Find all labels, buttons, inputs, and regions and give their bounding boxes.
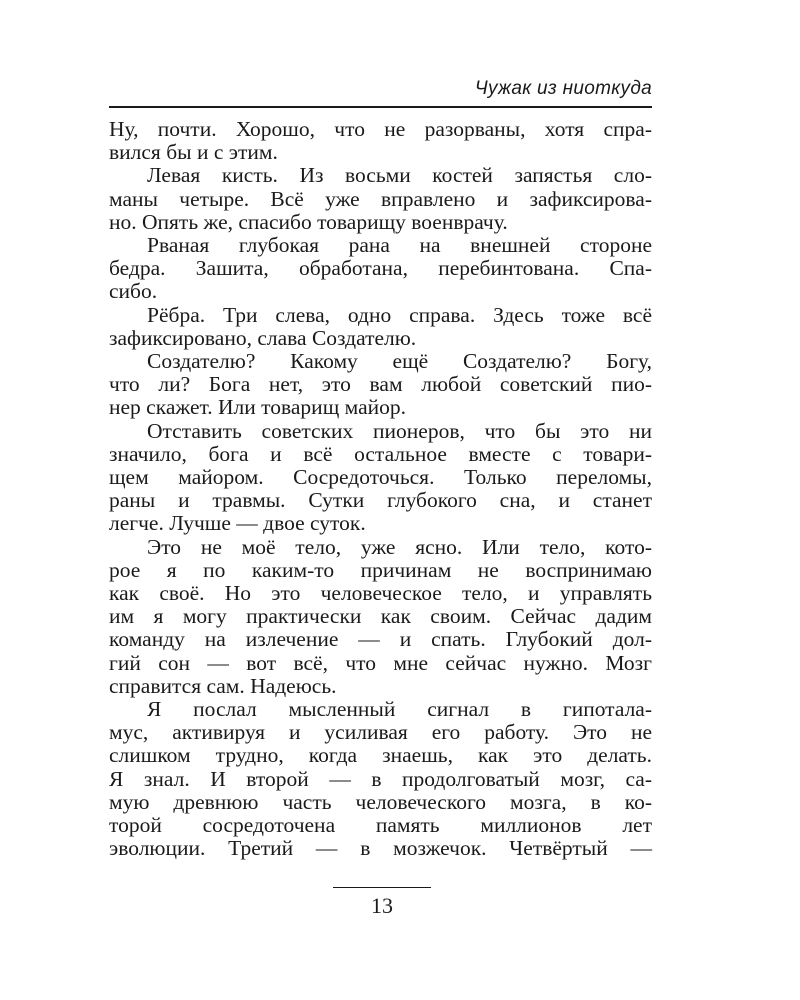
text-line: Я послал мысленный сигнал в гипотала- <box>147 697 652 722</box>
text-line: команду на излечение — и спать. Глубокий дол- <box>109 627 652 652</box>
text-line: щем майором. Сосредоточься. Только переломы, <box>109 465 652 490</box>
text-line: маны четыре. Всё уже вправлено и зафиксирова- <box>109 186 652 211</box>
text-line: Создателю? Какому ещё Создателю? Богу, <box>147 349 652 374</box>
text-line: Это не моё тело, уже ясно. Или тело, кото- <box>147 534 652 559</box>
text-line: эволюции. Третий — в мозжечок. Четвёртый — <box>109 836 652 861</box>
text-line: справится сам. Надеюсь. <box>109 673 337 698</box>
text-line: Я знал. И второй — в продолговатый мозг, са- <box>109 766 652 791</box>
text-line: но. Опять же, спасибо товарищу военврачу. <box>109 209 508 234</box>
body-text <box>109 118 652 861</box>
text-line: Ну, почти. Хорошо, что не разорваны, хотя спра- <box>109 117 652 141</box>
text-line: как своё. Но это человеческое тело, и управлять <box>109 581 652 606</box>
text-line: торой сосредоточена память миллионов лет <box>109 813 652 838</box>
text-line: рое я по каким-то причинам не воспринимаю <box>109 557 652 582</box>
text-line: раны и травмы. Сутки глубокого сна, и станет <box>109 488 652 513</box>
text-line: гий сон — вот всё, что мне сейчас нужно. Мозг <box>109 650 652 675</box>
text-line: мус, активируя и усиливая его работу. Это не <box>109 720 652 745</box>
text-line: Рваная глубокая рана на внешней стороне <box>147 233 652 258</box>
text-line: вился бы и с этим. <box>109 140 278 165</box>
text-line: что ли? Бога нет, это вам любой советский пио- <box>109 372 652 397</box>
text-line: сибо. <box>109 279 158 304</box>
footer-divider <box>333 887 431 888</box>
text-line: им я могу практически как своим. Сейчас дадим <box>109 604 652 629</box>
text-line: слишком трудно, когда знаешь, как это делать. <box>109 743 652 768</box>
text-line: зафиксировано, слава Создателю. <box>109 325 417 350</box>
text-line: легче. Лучше — двое суток. <box>109 511 366 536</box>
text-line: нер скажет. Или товарищ майор. <box>109 395 407 420</box>
text-line: значило, бога и всё остальное вместе с товари- <box>109 441 652 466</box>
text-line: мую древнюю часть человеческого мозга, в ко- <box>109 789 652 814</box>
text-line: Отставить советских пионеров, что бы это ни <box>147 418 652 443</box>
text-line: Рёбра. Три слева, одно справа. Здесь тоже всё <box>147 302 652 327</box>
running-head: Чужак из ниоткуда <box>474 78 652 99</box>
header-divider <box>109 106 652 108</box>
text-line: Левая кисть. Из восьми костей запястья сло- <box>147 163 652 188</box>
text-line: бедра. Зашита, обработана, перебинтована. Спа- <box>109 256 652 281</box>
page-number: 13 <box>371 893 393 918</box>
